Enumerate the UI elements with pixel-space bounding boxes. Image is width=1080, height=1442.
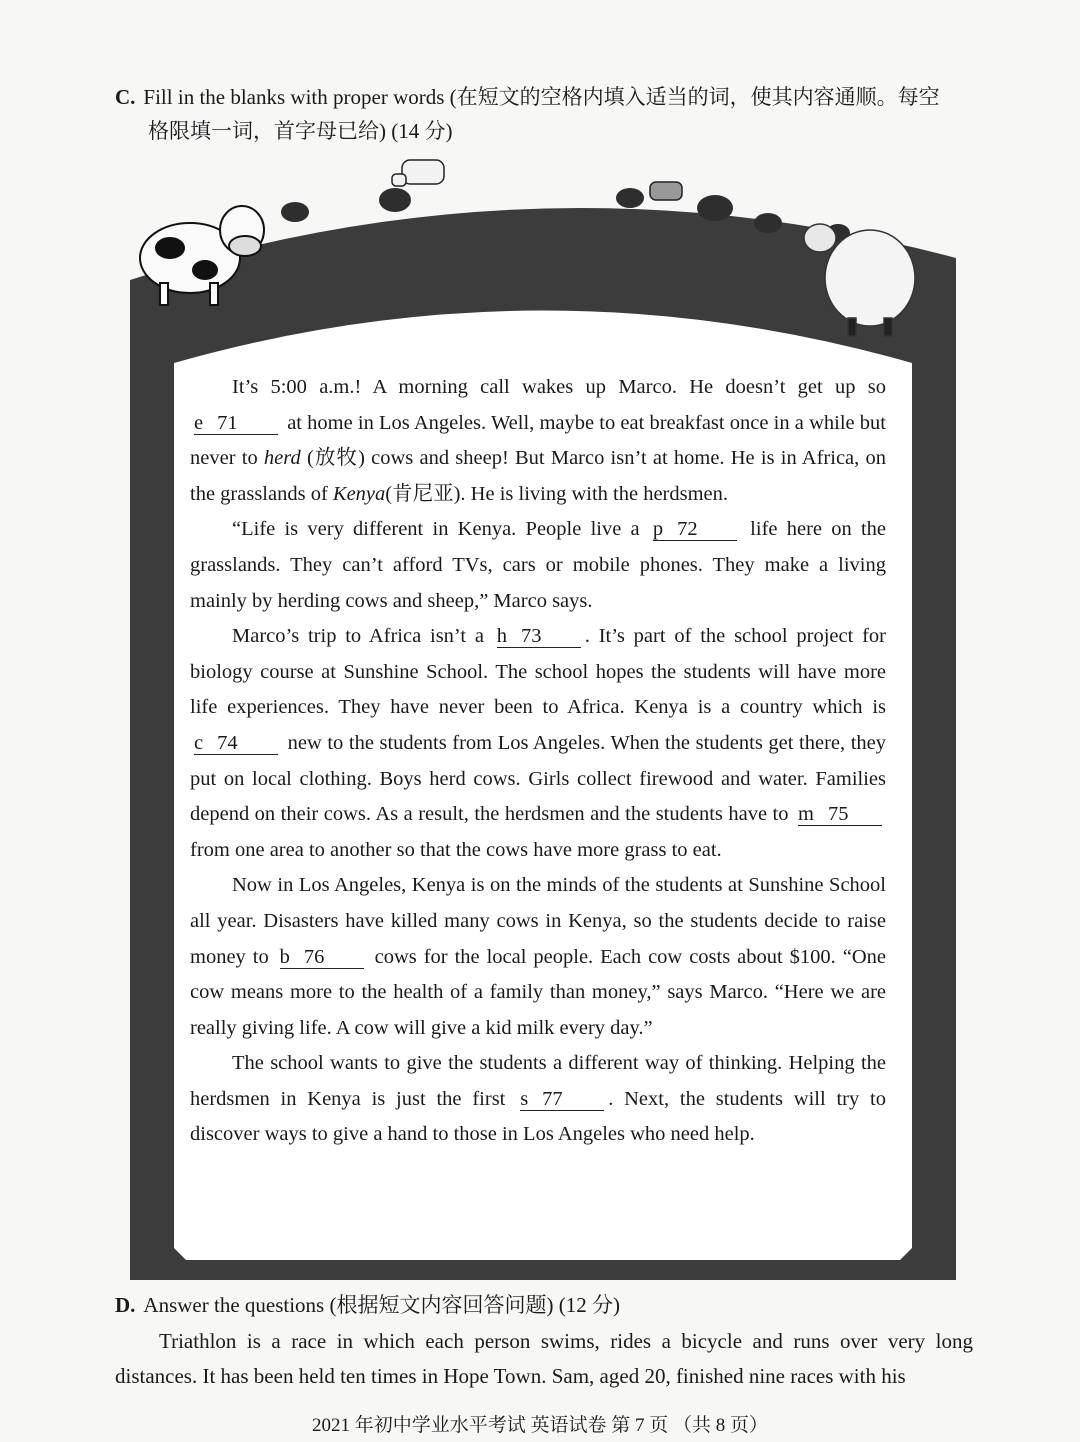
paragraph-1: It’s 5:00 a.m.! A morning call wakes up Marco. He doesn’t get up so e 71 at home in Los Angeles. Well, maybe to eat breakfast once in a while but never to herd (放牧) cows and sheep! But Marco isn’t at home. He is in Africa, on the grasslands of Kenya(肯尼亚). He is living with the herdsmen. xyxy=(190,376,886,505)
paragraph-4: Now in Los Angeles, Kenya is on the minds of the students at Sunshine School all year. Disasters have killed many cows in Kenya, so the students decide to raise money to b 76 cows for the local people. Each cow costs about $100. “One cow means more to the health of a family than money,” says Marco. “Here we are really giving life. A cow will give a kid milk every day.” xyxy=(190,874,886,1039)
blank-76[interactable]: b 76 xyxy=(280,946,364,969)
blank-74[interactable]: c 74 xyxy=(194,732,278,755)
blank-73[interactable]: h 73 xyxy=(497,625,581,648)
section-letter: D. xyxy=(115,1293,136,1317)
section-d-title: Answer the questions (根据短文内容回答问题) (12 分) xyxy=(143,1293,620,1317)
paragraph-2: “Life is very different in Kenya. People live a p 72 life here on the grasslands. They can’t afford TVs, cars or mobile phones. They make a living mainly by herding cows and sheep,” Marco says. xyxy=(190,518,887,612)
blank-77[interactable]: s 77 xyxy=(520,1088,604,1111)
section-c-title-line1: Fill in the blanks with proper words (在短文的空格内填入适当的词，使其内容通顺。每空 xyxy=(143,85,940,109)
section-d-passage: Triathlon is a race in which each person swims, rides a bicycle and runs over very long distances. It has been held ten times in Hope Town. Sam, aged 20, finished nine races with his xyxy=(115,1329,973,1388)
blank-71[interactable]: e 71 xyxy=(194,412,278,435)
paragraph-5: The school wants to give the students a different way of thinking. Helping the herdsmen in Kenya is just the first s 77 . Next, the students will try to discover ways to give a hand to those in Los Angeles who need help. xyxy=(190,1052,886,1146)
section-c-title-line2: 格限填一词，首字母已给) (14 分) xyxy=(148,119,453,143)
section-c-heading xyxy=(115,80,985,148)
blank-72[interactable]: p 72 xyxy=(653,518,737,541)
section-d-heading xyxy=(115,1288,985,1322)
blank-75[interactable]: m 75 xyxy=(798,803,882,826)
section-letter: C. xyxy=(115,85,136,109)
word-herd: herd xyxy=(263,447,301,470)
word-kenya: Kenya xyxy=(332,482,386,505)
cloze-passage xyxy=(190,370,886,1153)
page-footer: 2021 年初中学业水平考试 英语试卷 第 7 页 （共 8 页） xyxy=(311,1415,768,1436)
paragraph-3: Marco’s trip to Africa isn’t a h 73 . It’s part of the school project for biology course at Sunshine School. The school hopes the students will have more life experiences. They have never been to Africa. Kenya is a country which is c 74 new to the students from Los Angeles. When the students get there, they put on local clothing. Boys herd cows. Girls collect firewood and water. Families depend on their cows. As a result, the herdsmen and the students have to m 75 from one area to another so that the cows have more grass to eat. xyxy=(190,625,887,861)
